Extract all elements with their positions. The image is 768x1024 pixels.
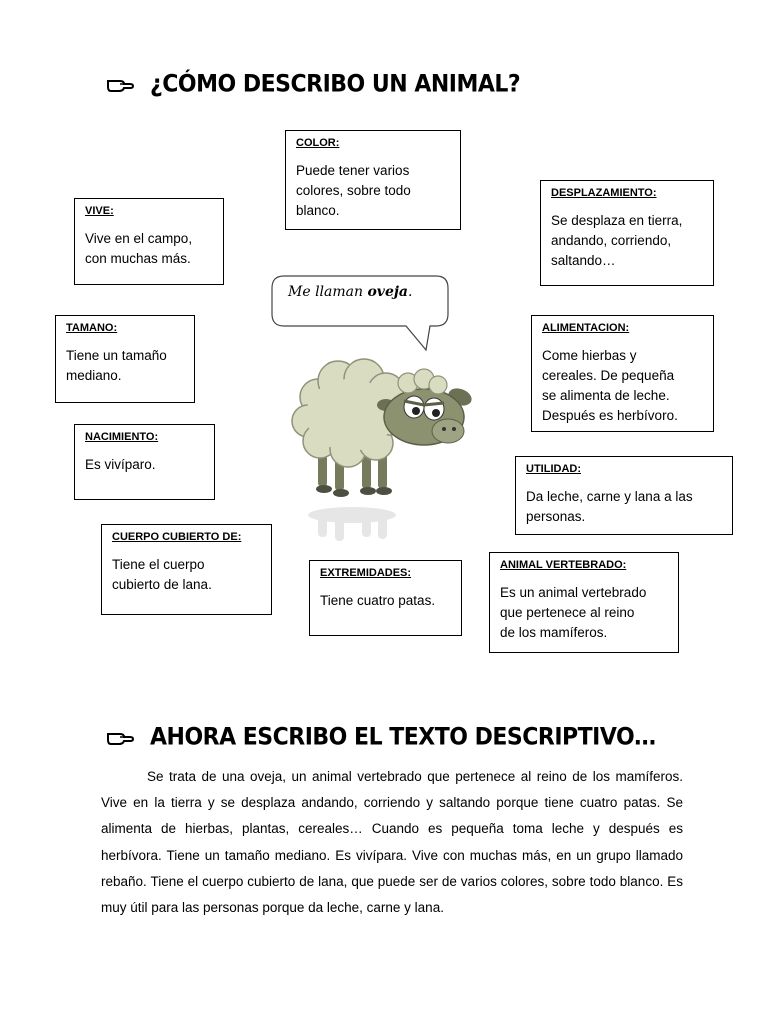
box-animal-vertebrado — [489, 552, 679, 653]
box-color — [285, 130, 461, 230]
box-alimentacion-label: ALIMENTACION: — [542, 322, 630, 334]
box-vertebrado-label: ANIMAL VERTEBRADO: — [500, 559, 627, 571]
box-tamano-label: TAMANO: — [66, 322, 118, 334]
speech-bubble — [270, 272, 454, 359]
heading-how-to-describe — [106, 72, 520, 97]
heading-2-text: AHORA ESCRIBO EL TEXTO DESCRIPTIVO… — [150, 723, 656, 752]
box-vive — [74, 198, 224, 285]
box-cuerpo-cubierto — [101, 524, 272, 615]
box-extremidades — [309, 560, 462, 636]
box-desplazamiento-label: DESPLAZAMIENTO: — [551, 187, 657, 199]
box-cuerpo-text: Tiene el cuerpo cubierto de lana. — [112, 557, 212, 592]
box-vive-text: Vive en el campo, con muchas más. — [85, 231, 193, 266]
heading-descriptive-text — [106, 725, 656, 750]
descriptive-paragraph-text: Se trata de una oveja, un animal vertebrado que pertenece al reino de los mamíferos. Vive en la tierra y se desplaza andando, corriendo y saltando porque tiene cuatro patas. Se alimenta de hierbas, plantas, cereales… Cuando es pequeña toma leche y después es herbívora. Tiene un tamaño mediano. Es vivípara. Vive con muchas más, en un grupo llamado rebaño. Tiene el cuerpo cubierto de lana, que puede ser de varios colores, sobre todo blanco. Es muy útil para las personas porque da leche, carne y lana. — [101, 769, 683, 916]
pointing-hand-icon — [106, 728, 136, 748]
box-tamano-text: Tiene un tamaño mediano. — [66, 348, 167, 383]
descriptive-paragraph — [101, 764, 683, 921]
box-color-label: COLOR: — [296, 137, 340, 149]
box-color-text: Puede tener varios colores, sobre todo blanco. — [296, 163, 411, 218]
heading-1-text: ¿CÓMO DESCRIBO UN ANIMAL? — [150, 70, 521, 99]
box-nacimiento-text: Es vivíparo. — [85, 457, 156, 472]
box-tamano — [55, 315, 195, 403]
box-utilidad-text: Da leche, carne y lana a las personas. — [526, 489, 693, 524]
box-vertebrado-text: Es un animal vertebrado que pertenece al reino de los mamíferos. — [500, 585, 647, 640]
box-alimentacion-text: Come hierbas y cereales. De pequeña se alimenta de leche. Después es herbívoro. — [542, 348, 678, 423]
box-nacimiento-label: NACIMIENTO: — [85, 431, 159, 443]
box-extremidades-label: EXTREMIDADES: — [320, 567, 412, 579]
box-desplazamiento-text: Se desplaza en tierra, andando, corriendo, saltando… — [551, 213, 683, 268]
box-alimentacion — [531, 315, 714, 432]
box-extremidades-text: Tiene cuatro patas. — [320, 593, 436, 608]
box-nacimiento — [74, 424, 215, 500]
box-utilidad-label: UTILIDAD: — [526, 463, 581, 475]
pointing-hand-icon — [106, 75, 136, 95]
box-vive-label: VIVE: — [85, 205, 114, 217]
box-desplazamiento — [540, 180, 714, 286]
box-utilidad — [515, 456, 733, 535]
speech-bubble-text: Me llaman oveja. — [288, 284, 413, 300]
box-cuerpo-label: CUERPO CUBIERTO DE: — [112, 531, 242, 543]
sheep-illustration — [290, 355, 480, 550]
